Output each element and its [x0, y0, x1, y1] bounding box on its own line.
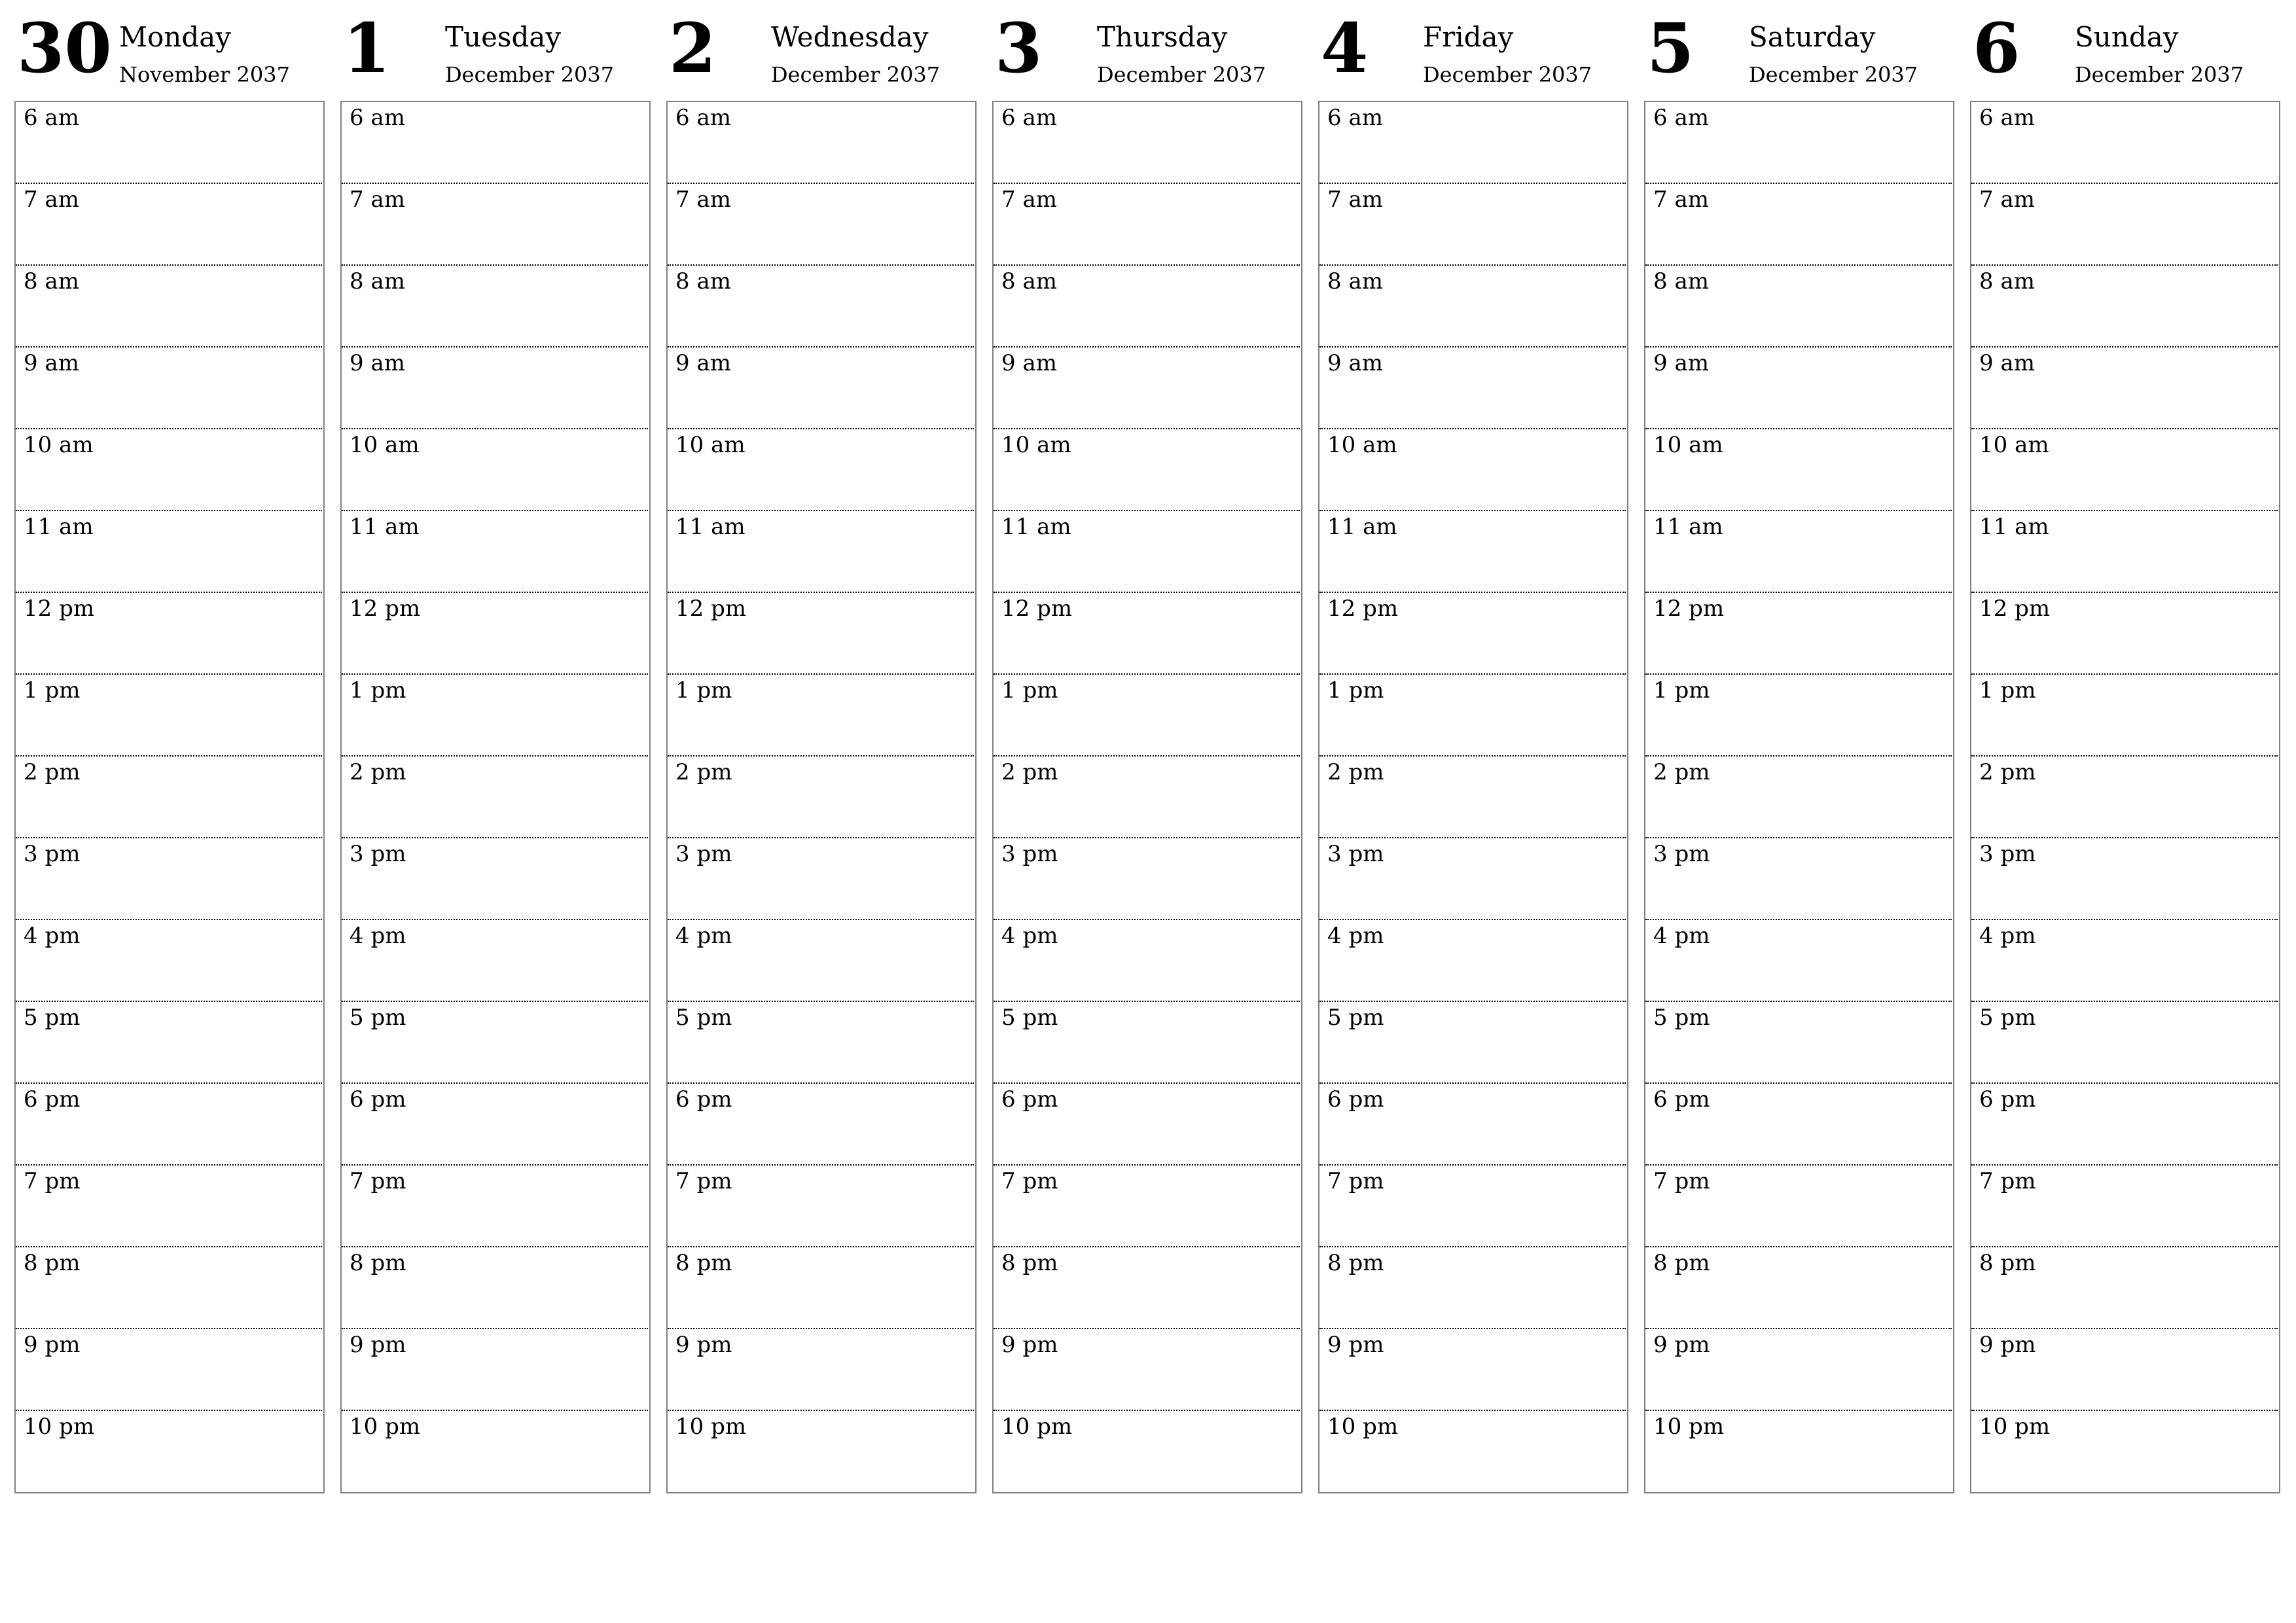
day-schedule-box	[1318, 101, 1628, 1493]
hour-slot[interactable]	[1971, 184, 2278, 266]
day-name: Thursday	[1097, 21, 1228, 53]
hour-label: 2 pm	[1653, 759, 1710, 785]
hour-slot[interactable]	[342, 593, 648, 675]
hour-label: 3 pm	[350, 841, 406, 867]
hour-label: 12 pm	[1979, 596, 2051, 622]
hour-slot[interactable]	[16, 102, 322, 184]
hour-label: 8 am	[1327, 268, 1383, 294]
hour-label: 1 pm	[1327, 677, 1384, 704]
day-schedule-box	[14, 101, 325, 1493]
hour-label: 9 am	[1001, 350, 1057, 376]
hour-label: 3 pm	[675, 841, 732, 867]
day-header	[666, 0, 979, 98]
hour-slot[interactable]	[1645, 593, 1952, 675]
hour-label: 1 pm	[675, 677, 732, 704]
hour-slot[interactable]	[1645, 102, 1952, 184]
hour-slot[interactable]	[342, 429, 648, 511]
day-column	[1970, 0, 2283, 1505]
hour-label: 11 am	[1653, 514, 1723, 540]
hour-slot[interactable]	[994, 511, 1300, 593]
hour-slot[interactable]	[342, 348, 648, 429]
hour-slot[interactable]	[1971, 1247, 2278, 1329]
hour-label: 5 pm	[1327, 1005, 1384, 1031]
hour-label: 3 pm	[1001, 841, 1058, 867]
day-schedule-box	[666, 101, 977, 1493]
hour-slot[interactable]	[1645, 348, 1952, 429]
day-column	[1644, 0, 1957, 1505]
month-year: December 2037	[1423, 62, 1592, 87]
hour-label: 11 am	[1979, 514, 2049, 540]
hour-slot[interactable]	[668, 757, 974, 838]
day-header	[1318, 0, 1631, 98]
hour-label: 12 pm	[675, 596, 747, 622]
hour-label: 10 pm	[350, 1414, 421, 1440]
hour-slot[interactable]	[16, 593, 322, 675]
hour-slot[interactable]	[668, 102, 974, 184]
month-year: November 2037	[119, 62, 290, 87]
hour-slot[interactable]	[16, 757, 322, 838]
hour-label: 9 am	[1979, 350, 2035, 376]
hour-label: 3 pm	[1327, 841, 1384, 867]
hour-label: 9 pm	[1327, 1332, 1384, 1358]
day-schedule-box	[1644, 101, 1954, 1493]
day-column	[14, 0, 327, 1505]
hour-slot[interactable]	[1319, 838, 1626, 920]
hour-slot[interactable]	[16, 266, 322, 348]
hour-slot[interactable]	[1971, 1002, 2278, 1084]
hour-slot[interactable]	[1319, 920, 1626, 1002]
hour-slot[interactable]	[994, 757, 1300, 838]
hour-label: 6 pm	[1653, 1086, 1710, 1113]
hour-label: 11 am	[350, 514, 420, 540]
day-name: Monday	[119, 21, 231, 53]
day-header	[1644, 0, 1957, 98]
hour-list	[16, 102, 323, 1493]
hour-label: 4 pm	[350, 923, 406, 949]
day-column	[1318, 0, 1631, 1505]
hour-label: 7 pm	[350, 1168, 406, 1194]
day-schedule-box	[1970, 101, 2280, 1493]
hour-slot[interactable]	[1319, 675, 1626, 757]
hour-label: 10 am	[1001, 432, 1071, 458]
hour-slot[interactable]	[994, 429, 1300, 511]
hour-slot[interactable]	[668, 838, 974, 920]
hour-label: 10 pm	[675, 1414, 747, 1440]
hour-label: 1 pm	[1979, 677, 2036, 704]
hour-slot[interactable]	[342, 184, 648, 266]
day-number: 2	[669, 8, 717, 88]
hour-slot[interactable]	[1319, 266, 1626, 348]
hour-slot[interactable]	[1971, 1166, 2278, 1247]
hour-slot[interactable]	[668, 1247, 974, 1329]
hour-label: 8 pm	[350, 1250, 406, 1276]
hour-label: 6 am	[1001, 105, 1057, 131]
hour-slot[interactable]	[1645, 266, 1952, 348]
hour-slot[interactable]	[994, 593, 1300, 675]
hour-label: 12 pm	[24, 596, 95, 622]
hour-slot[interactable]	[994, 1329, 1300, 1411]
hour-label: 4 pm	[24, 923, 81, 949]
day-name: Tuesday	[445, 21, 562, 53]
hour-label: 8 pm	[1001, 1250, 1058, 1276]
hour-label: 12 pm	[1653, 596, 1725, 622]
month-year: December 2037	[1097, 62, 1266, 87]
day-name: Friday	[1423, 21, 1514, 53]
hour-slot[interactable]	[1645, 184, 1952, 266]
day-header	[1970, 0, 2283, 98]
hour-slot[interactable]	[668, 348, 974, 429]
hour-label: 9 pm	[675, 1332, 732, 1358]
hour-slot[interactable]	[16, 184, 322, 266]
hour-slot[interactable]	[994, 184, 1300, 266]
hour-label: 7 am	[1327, 187, 1383, 213]
hour-label: 10 am	[24, 432, 94, 458]
hour-slot[interactable]	[1971, 1084, 2278, 1166]
hour-slot[interactable]	[1645, 757, 1952, 838]
day-schedule-box	[340, 101, 651, 1493]
day-number: 5	[1647, 8, 1695, 88]
day-header	[14, 0, 327, 98]
hour-label: 12 pm	[1327, 596, 1399, 622]
hour-label: 8 pm	[1327, 1250, 1384, 1276]
day-name: Saturday	[1749, 21, 1876, 53]
hour-label: 7 pm	[1327, 1168, 1384, 1194]
day-column	[992, 0, 1305, 1505]
hour-slot[interactable]	[994, 1084, 1300, 1166]
hour-label: 10 pm	[1327, 1414, 1399, 1440]
hour-label: 6 pm	[1001, 1086, 1058, 1113]
hour-label: 9 am	[1327, 350, 1383, 376]
hour-slot[interactable]	[1319, 1329, 1626, 1411]
hour-slot[interactable]	[668, 920, 974, 1002]
hour-label: 6 am	[350, 105, 405, 131]
hour-slot[interactable]	[994, 1247, 1300, 1329]
hour-slot[interactable]	[1319, 429, 1626, 511]
day-column	[666, 0, 979, 1505]
hour-slot[interactable]	[1971, 348, 2278, 429]
hour-label: 12 pm	[350, 596, 421, 622]
hour-slot[interactable]	[1319, 102, 1626, 184]
hour-label: 4 pm	[1001, 923, 1058, 949]
hour-slot[interactable]	[1319, 593, 1626, 675]
hour-slot[interactable]	[16, 429, 322, 511]
hour-label: 9 pm	[1979, 1332, 2036, 1358]
hour-slot[interactable]	[994, 266, 1300, 348]
hour-label: 11 am	[1327, 514, 1397, 540]
hour-slot[interactable]	[1971, 675, 2278, 757]
day-number: 4	[1321, 8, 1369, 88]
hour-slot[interactable]	[16, 1247, 322, 1329]
month-year: December 2037	[1749, 62, 1918, 87]
day-column	[340, 0, 653, 1505]
hour-label: 1 pm	[350, 677, 406, 704]
hour-label: 9 pm	[1001, 1332, 1058, 1358]
hour-slot[interactable]	[668, 593, 974, 675]
hour-label: 3 pm	[1653, 841, 1710, 867]
hour-slot[interactable]	[1971, 266, 2278, 348]
hour-slot[interactable]	[994, 1166, 1300, 1247]
hour-slot[interactable]	[1971, 1329, 2278, 1411]
hour-label: 8 pm	[1653, 1250, 1710, 1276]
hour-slot[interactable]	[1645, 511, 1952, 593]
hour-slot[interactable]	[1319, 757, 1626, 838]
hour-label: 8 am	[1001, 268, 1057, 294]
hour-label: 4 pm	[1653, 923, 1710, 949]
hour-slot[interactable]	[342, 266, 648, 348]
hour-label: 8 pm	[1979, 1250, 2036, 1276]
hour-slot[interactable]	[342, 757, 648, 838]
hour-label: 8 am	[675, 268, 731, 294]
hour-list	[668, 102, 975, 1493]
hour-label: 5 pm	[675, 1005, 732, 1031]
hour-slot[interactable]	[342, 920, 648, 1002]
hour-slot[interactable]	[994, 920, 1300, 1002]
hour-slot[interactable]	[16, 1002, 322, 1084]
hour-slot[interactable]	[342, 1002, 648, 1084]
hour-label: 7 pm	[1001, 1168, 1058, 1194]
hour-label: 7 pm	[1653, 1168, 1710, 1194]
hour-slot[interactable]	[342, 1166, 648, 1247]
day-header	[340, 0, 653, 98]
hour-label: 9 am	[1653, 350, 1709, 376]
hour-label: 12 pm	[1001, 596, 1073, 622]
hour-slot[interactable]	[994, 1411, 1300, 1493]
hour-slot[interactable]	[1645, 920, 1952, 1002]
hour-label: 6 am	[1979, 105, 2035, 131]
hour-label: 4 pm	[1327, 923, 1384, 949]
hour-slot[interactable]	[16, 511, 322, 593]
hour-slot[interactable]	[1971, 838, 2278, 920]
hour-label: 6 am	[24, 105, 79, 131]
hour-label: 7 am	[1979, 187, 2035, 213]
day-header	[992, 0, 1305, 98]
hour-slot[interactable]	[1971, 757, 2278, 838]
hour-label: 7 am	[1653, 187, 1709, 213]
hour-slot[interactable]	[1319, 1002, 1626, 1084]
hour-label: 9 am	[350, 350, 405, 376]
hour-label: 1 pm	[1001, 677, 1058, 704]
hour-label: 11 am	[675, 514, 745, 540]
hour-slot[interactable]	[1971, 920, 2278, 1002]
hour-label: 2 pm	[24, 759, 81, 785]
hour-label: 11 am	[24, 514, 94, 540]
hour-slot[interactable]	[1645, 838, 1952, 920]
hour-label: 7 pm	[675, 1168, 732, 1194]
hour-slot[interactable]	[342, 102, 648, 184]
hour-label: 1 pm	[24, 677, 81, 704]
hour-slot[interactable]	[994, 348, 1300, 429]
hour-list	[342, 102, 649, 1493]
hour-list	[1319, 102, 1627, 1493]
hour-label: 7 am	[350, 187, 405, 213]
hour-label: 8 am	[24, 268, 79, 294]
hour-label: 7 pm	[1979, 1168, 2036, 1194]
hour-slot[interactable]	[1971, 593, 2278, 675]
hour-label: 6 pm	[350, 1086, 406, 1113]
hour-label: 7 am	[1001, 187, 1057, 213]
hour-label: 8 am	[350, 268, 405, 294]
hour-slot[interactable]	[16, 675, 322, 757]
hour-label: 9 am	[675, 350, 731, 376]
hour-label: 6 pm	[1327, 1086, 1384, 1113]
hour-label: 5 pm	[24, 1005, 81, 1031]
hour-slot[interactable]	[994, 1002, 1300, 1084]
hour-slot[interactable]	[668, 1411, 974, 1493]
hour-list	[994, 102, 1301, 1493]
hour-slot[interactable]	[1645, 1166, 1952, 1247]
hour-label: 8 am	[1653, 268, 1709, 294]
hour-label: 6 am	[675, 105, 731, 131]
hour-label: 6 pm	[24, 1086, 81, 1113]
hour-slot[interactable]	[668, 675, 974, 757]
hour-label: 10 pm	[1979, 1414, 2051, 1440]
hour-label: 5 pm	[1979, 1005, 2036, 1031]
hour-label: 6 pm	[675, 1086, 732, 1113]
hour-slot[interactable]	[994, 838, 1300, 920]
hour-label: 10 am	[675, 432, 745, 458]
month-year: December 2037	[2075, 62, 2244, 87]
hour-label: 2 pm	[350, 759, 406, 785]
hour-slot[interactable]	[16, 348, 322, 429]
hour-label: 5 pm	[1001, 1005, 1058, 1031]
hour-slot[interactable]	[1645, 1247, 1952, 1329]
hour-label: 10 am	[1327, 432, 1397, 458]
hour-slot[interactable]	[16, 1329, 322, 1411]
hour-slot[interactable]	[668, 1002, 974, 1084]
hour-slot[interactable]	[1645, 429, 1952, 511]
hour-label: 2 pm	[1327, 759, 1384, 785]
hour-label: 6 am	[1653, 105, 1709, 131]
hour-label: 7 am	[675, 187, 731, 213]
day-number: 3	[995, 8, 1043, 88]
hour-slot[interactable]	[994, 675, 1300, 757]
hour-slot[interactable]	[1319, 1084, 1626, 1166]
hour-slot[interactable]	[668, 1329, 974, 1411]
hour-label: 4 pm	[675, 923, 732, 949]
hour-slot[interactable]	[1971, 102, 2278, 184]
hour-slot[interactable]	[1971, 511, 2278, 593]
hour-label: 10 pm	[24, 1414, 95, 1440]
hour-slot[interactable]	[342, 838, 648, 920]
hour-label: 8 am	[1979, 268, 2035, 294]
hour-slot[interactable]	[668, 1084, 974, 1166]
hour-label: 11 am	[1001, 514, 1071, 540]
hour-slot[interactable]	[668, 429, 974, 511]
hour-label: 5 pm	[350, 1005, 406, 1031]
hour-label: 9 pm	[24, 1332, 81, 1358]
day-name: Wednesday	[771, 21, 929, 53]
month-year: December 2037	[445, 62, 615, 87]
hour-label: 6 pm	[1979, 1086, 2036, 1113]
hour-slot[interactable]	[668, 184, 974, 266]
hour-slot[interactable]	[16, 838, 322, 920]
hour-label: 10 am	[1979, 432, 2049, 458]
hour-label: 10 pm	[1001, 1414, 1073, 1440]
hour-label: 3 pm	[1979, 841, 2036, 867]
hour-slot[interactable]	[342, 511, 648, 593]
hour-slot[interactable]	[1645, 1084, 1952, 1166]
hour-slot[interactable]	[342, 1084, 648, 1166]
hour-label: 2 pm	[1001, 759, 1058, 785]
hour-slot[interactable]	[1319, 1247, 1626, 1329]
hour-slot[interactable]	[342, 1329, 648, 1411]
hour-slot[interactable]	[668, 511, 974, 593]
hour-slot[interactable]	[668, 266, 974, 348]
hour-slot[interactable]	[1645, 675, 1952, 757]
month-year: December 2037	[771, 62, 941, 87]
hour-label: 10 pm	[1653, 1414, 1725, 1440]
hour-label: 9 am	[24, 350, 79, 376]
hour-slot[interactable]	[1971, 429, 2278, 511]
hour-slot[interactable]	[994, 102, 1300, 184]
day-number: 6	[1973, 8, 2020, 88]
day-name: Sunday	[2075, 21, 2179, 53]
day-number: 1	[343, 8, 391, 88]
hour-slot[interactable]	[1645, 1002, 1952, 1084]
hour-label: 8 pm	[675, 1250, 732, 1276]
hour-slot[interactable]	[668, 1166, 974, 1247]
hour-slot[interactable]	[1645, 1329, 1952, 1411]
hour-list	[1645, 102, 1953, 1493]
hour-slot[interactable]	[1319, 184, 1626, 266]
hour-slot[interactable]	[1319, 1411, 1626, 1493]
hour-list	[1971, 102, 2279, 1493]
hour-label: 2 pm	[675, 759, 732, 785]
hour-label: 9 pm	[1653, 1332, 1710, 1358]
hour-label: 5 pm	[1653, 1005, 1710, 1031]
day-number: 30	[17, 8, 112, 88]
hour-label: 7 am	[24, 187, 79, 213]
hour-slot[interactable]	[16, 1166, 322, 1247]
hour-slot[interactable]	[342, 1247, 648, 1329]
hour-label: 7 pm	[24, 1168, 81, 1194]
hour-label: 8 pm	[24, 1250, 81, 1276]
hour-slot[interactable]	[16, 1411, 322, 1493]
hour-label: 6 am	[1327, 105, 1383, 131]
hour-label: 9 pm	[350, 1332, 406, 1358]
weekly-planner	[14, 0, 2283, 1505]
hour-label: 2 pm	[1979, 759, 2036, 785]
hour-slot[interactable]	[1645, 1411, 1952, 1493]
hour-slot[interactable]	[1319, 348, 1626, 429]
hour-slot[interactable]	[342, 675, 648, 757]
hour-slot[interactable]	[16, 920, 322, 1002]
hour-label: 4 pm	[1979, 923, 2036, 949]
day-schedule-box	[992, 101, 1302, 1493]
hour-slot[interactable]	[16, 1084, 322, 1166]
hour-slot[interactable]	[342, 1411, 648, 1493]
hour-slot[interactable]	[1971, 1411, 2278, 1493]
hour-label: 10 am	[1653, 432, 1723, 458]
hour-label: 3 pm	[24, 841, 81, 867]
hour-slot[interactable]	[1319, 1166, 1626, 1247]
hour-slot[interactable]	[1319, 511, 1626, 593]
hour-label: 1 pm	[1653, 677, 1710, 704]
hour-label: 10 am	[350, 432, 420, 458]
